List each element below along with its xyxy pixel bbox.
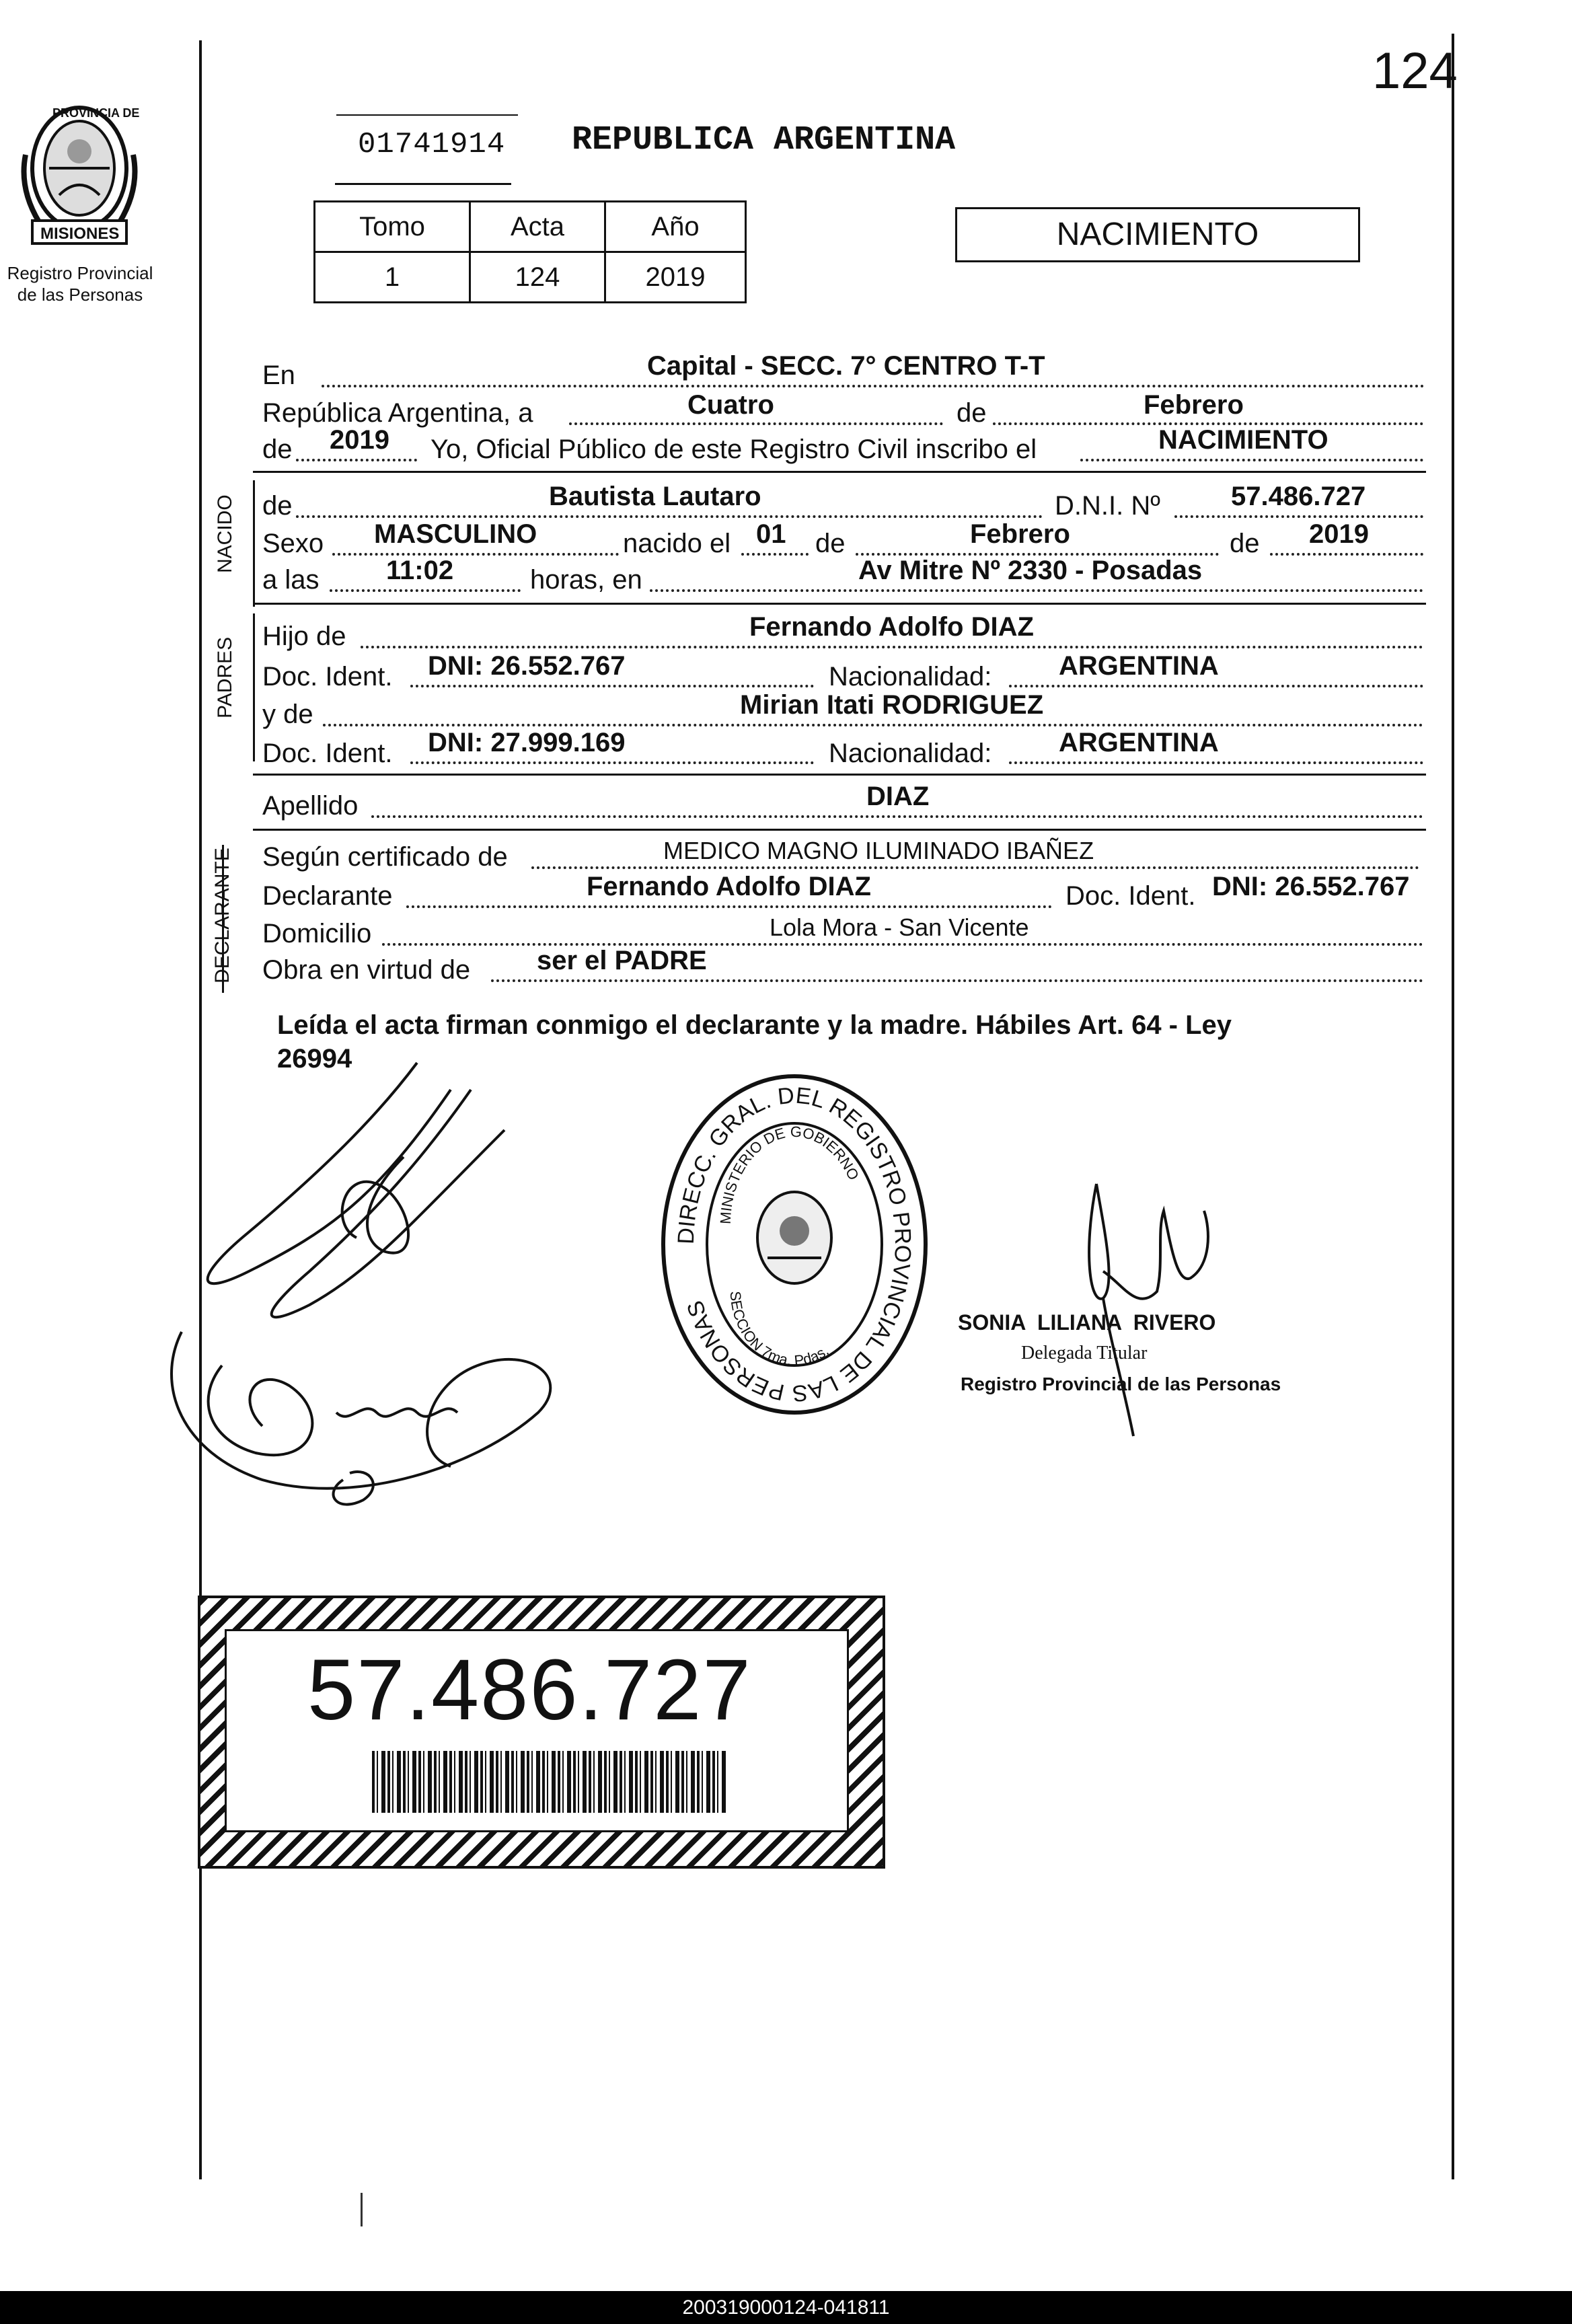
dni-stamp-number: 57.486.727 <box>307 1642 752 1738</box>
barcode <box>372 1751 727 1813</box>
birth-year: 2019 <box>1309 519 1369 549</box>
mother-nat-dots <box>1009 761 1423 764</box>
father-doc-dots <box>410 685 814 687</box>
father-doc-label: Doc. Ident. <box>262 662 393 691</box>
father-nat: ARGENTINA <box>1059 651 1219 681</box>
republica-label: República Argentina, a <box>262 398 533 428</box>
day-value: Cuatro <box>687 390 774 420</box>
decl-label: Declarante <box>262 881 393 911</box>
sexo-dots <box>332 553 619 556</box>
acta-value: 124 <box>470 252 605 303</box>
alas-label: a las <box>262 565 320 595</box>
day-dots <box>569 422 943 425</box>
de-label-1: de <box>957 398 987 428</box>
registry-line-2: de las Personas <box>17 285 143 305</box>
mother-doc-label: Doc. Ident. <box>262 739 393 768</box>
tomo-value: 1 <box>315 252 470 303</box>
de-label-4: de <box>1230 529 1260 558</box>
apellido-dots <box>371 815 1423 818</box>
mother-nat-label: Nacionalidad: <box>829 739 992 768</box>
obra-label: Obra en virtud de <box>262 955 471 985</box>
name-value: Bautista Lautaro <box>549 482 761 511</box>
decl-value: Fernando Adolfo DIAZ <box>587 872 871 901</box>
acta-header: Acta <box>470 202 605 252</box>
en-dots <box>322 385 1425 387</box>
cert-dots <box>531 866 1419 869</box>
padres-bracket <box>253 613 255 761</box>
yde-label: y de <box>262 700 313 729</box>
margin-tick <box>361 2193 363 2226</box>
birth-day-dots <box>741 553 809 556</box>
de-label-2: de <box>262 435 293 464</box>
sexo-label: Sexo <box>262 529 324 558</box>
dni-label: D.N.I. Nº <box>1055 491 1160 521</box>
mother-doc-dots <box>410 761 814 764</box>
cert-value: MEDICO MAGNO ILUMINADO IBAÑEZ <box>663 837 1094 864</box>
declarante-section-label: DECLARANTE <box>211 848 233 983</box>
footer-bar <box>0 2291 1572 2324</box>
province-logo <box>12 94 147 256</box>
mother-doc: DNI: 27.999.169 <box>428 728 626 757</box>
declarant-signature <box>155 1049 612 1507</box>
birth-month: Febrero <box>970 519 1070 549</box>
dni-dots <box>1174 515 1423 518</box>
month-value: Febrero <box>1144 390 1244 420</box>
seal-outer-text: DIRECC. GRAL. DEL REGISTRO PROVINCIAL DE LAS PERSONAS <box>673 1082 916 1407</box>
birth-day: 01 <box>756 519 786 549</box>
official-seal <box>657 1070 932 1419</box>
father-nat-dots <box>1009 685 1423 687</box>
apellido-label: Apellido <box>262 791 359 821</box>
sexo-value: MASCULINO <box>374 519 537 549</box>
nacido-bracket <box>253 480 255 607</box>
decl-doc-label: Doc. Ident. <box>1065 881 1196 911</box>
name-label: de <box>262 491 293 521</box>
inscribo-dots <box>1080 459 1423 461</box>
decl-doc-value: DNI: 26.552.767 <box>1212 872 1410 901</box>
time-value: 11:02 <box>386 556 454 585</box>
page-number: 124 <box>1372 42 1458 100</box>
en-label: En <box>262 361 295 390</box>
place-value: Av Mitre Nº 2330 - Posadas <box>858 556 1203 585</box>
birth-year-dots <box>1270 553 1423 556</box>
closing-line-2: 26994 <box>277 1044 352 1074</box>
section-divider-4 <box>253 829 1426 831</box>
father-name: Fernando Adolfo DIAZ <box>749 612 1034 642</box>
father-dots <box>361 646 1423 648</box>
seal-inner-text: MINISTERIO DE GOBIERNO <box>716 1123 862 1225</box>
horas-label: horas, en <box>530 565 642 595</box>
obra-value: ser el PADRE <box>537 946 707 975</box>
dni-stamp-inner <box>225 1629 849 1832</box>
place-dots <box>650 589 1423 592</box>
act-type-box <box>955 207 1360 262</box>
obra-dots <box>491 979 1423 982</box>
year-value: 2019 <box>330 425 389 455</box>
dom-value: Lola Mora - San Vicente <box>770 913 1029 941</box>
mother-nat: ARGENTINA <box>1059 728 1219 757</box>
official-registry: Registro Provincial de las Personas <box>961 1374 1281 1394</box>
cert-label: Según certificado de <box>262 842 508 872</box>
hijo-label: Hijo de <box>262 622 346 651</box>
decl-dots <box>406 905 1052 908</box>
dni-stamp <box>198 1596 885 1869</box>
father-doc: DNI: 26.552.767 <box>428 651 626 681</box>
mother-dots <box>323 724 1423 726</box>
logo-bottom-text: MISIONES <box>40 225 120 243</box>
official-title: Delegada Titular <box>1021 1343 1148 1363</box>
official-signature <box>1063 1170 1265 1439</box>
inscribo-value: NACIMIENTO <box>1158 425 1328 455</box>
year-dots <box>296 459 417 461</box>
serial-number: 01741914 <box>358 128 506 161</box>
ano-header: Año <box>605 202 746 252</box>
section-divider-1 <box>253 471 1426 473</box>
right-margin-line <box>1452 34 1454 2179</box>
time-dots <box>330 589 521 592</box>
father-nat-label: Nacionalidad: <box>829 662 992 691</box>
seal-section-text: SECCION 7ma. Pdas. <box>726 1290 832 1370</box>
apellido-value: DIAZ <box>866 782 930 811</box>
nacido-section-label: NACIDO <box>214 494 236 573</box>
svg-text:SECCION 7ma. Pdas. <box>727 1291 832 1370</box>
act-type-label: NACIMIENTO <box>1056 217 1259 252</box>
registry-label <box>0 262 160 305</box>
inscribo-text: Yo, Oficial Público de este Registro Civil inscribo el <box>431 435 1037 464</box>
en-value: Capital - SECC. 7° CENTRO T-T <box>647 351 1045 381</box>
de-label-3: de <box>815 529 846 558</box>
dni-value: 57.486.727 <box>1231 482 1366 511</box>
official-name: SONIA LILIANA RIVERO <box>958 1310 1216 1335</box>
padres-section-label: PADRES <box>214 636 236 718</box>
logo-top-text: PROVINCIA DE <box>52 106 140 120</box>
serial-underline <box>335 183 511 185</box>
section-divider-2 <box>253 603 1426 605</box>
ano-value: 2019 <box>605 252 746 303</box>
country-title: REPUBLICA ARGENTINA <box>572 121 956 159</box>
record-table <box>313 200 747 303</box>
closing-line-1: Leída el acta firman conmigo el declarante y la madre. Hábiles Art. 64 - Ley <box>277 1010 1232 1040</box>
name-dots <box>296 515 1043 518</box>
mother-name: Mirian Itati RODRIGUEZ <box>740 690 1044 720</box>
nacido-label: nacido el <box>623 529 731 558</box>
serial-top-line <box>336 114 518 116</box>
footer-code: 200319000124-041811 <box>682 2296 890 2319</box>
tomo-header: Tomo <box>315 202 470 252</box>
section-divider-3 <box>253 774 1426 776</box>
registry-line-1: Registro Provincial <box>7 263 153 283</box>
dom-label: Domicilio <box>262 919 372 948</box>
